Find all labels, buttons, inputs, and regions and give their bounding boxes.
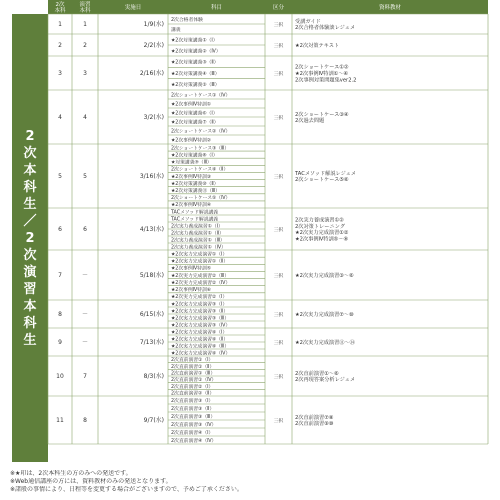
honka-number: 5	[58, 173, 62, 180]
enshu-number: 7	[83, 373, 87, 380]
honka-number: 7	[58, 272, 62, 279]
subject-item: 2次直前演習④（Ⅰ）	[171, 430, 214, 436]
table-row	[58, 58, 356, 88]
side-label-char: 科	[23, 180, 37, 195]
material-item: 2次直前演習⑨⑩	[295, 421, 334, 428]
subject-item: ★2次実力完成演習③（Ⅳ）	[171, 323, 231, 329]
header-cell-0: 2次	[55, 2, 65, 8]
enshu-number: 6	[83, 226, 87, 233]
subject-item: ★2次対策講義②（Ⅳ）	[171, 49, 221, 55]
side-label-char: 科	[23, 316, 37, 331]
material-item: ★2次実力完成演習⑦～⑩	[295, 312, 354, 318]
footnote-1: ※★印は、2次本科生の方のみへの発送です。	[10, 470, 132, 477]
honka-number: 11	[56, 417, 64, 424]
honka-number: 3	[58, 70, 62, 77]
table-row	[58, 208, 349, 250]
session-date: 2/2(水)	[143, 42, 164, 49]
material-item: 2次直前演習①～⑥	[295, 370, 339, 377]
subject-item: 2次実力養成演習①（Ⅱ）	[171, 231, 224, 237]
session-date: 9/7(水)	[143, 417, 164, 424]
subject-item: 2次直前演習②（Ⅰ）	[171, 384, 214, 390]
subject-item: ★2次対策講義⑦（Ⅱ）	[171, 120, 219, 126]
subject-item: ★2次対策講義⑥（Ⅰ）	[171, 111, 218, 117]
subject-item: 2次直前演習③（Ⅲ）	[171, 414, 216, 420]
subject-item: ★2次実力完成演習③（Ⅰ）	[171, 302, 228, 308]
subject-item: 講義	[171, 27, 181, 33]
subject-item: 2次ショートケース⑤（Ⅳ）	[171, 196, 231, 202]
subject-item: ★2次実力完成演習①（Ⅰ）	[171, 252, 228, 258]
material-item: 受講ガイド	[295, 18, 321, 25]
side-label-char: 本	[23, 299, 37, 314]
header-cell-2: 実施日	[124, 5, 142, 11]
subject-item: 2次合格者体験	[171, 17, 203, 23]
class-label: 三択	[273, 313, 284, 318]
session-date: 7/13(水)	[139, 339, 164, 346]
subject-item: ★2次対策講義⑤（Ⅲ）	[171, 83, 220, 89]
enshu-number: 4	[83, 114, 87, 121]
class-label: 三択	[273, 274, 284, 279]
table-header	[48, 0, 488, 14]
material-item: ★2次事例Ⅳ特訓①～④	[295, 71, 349, 77]
subject-item: 2次直前演習③（Ⅱ）	[171, 406, 215, 412]
session-date: 1/9(水)	[143, 21, 164, 28]
class-label: 三択	[273, 23, 284, 28]
header-cell-5: 資料教材	[378, 5, 402, 11]
side-label-char: 次	[23, 248, 37, 263]
material-item: 2次実力養成演習①②	[295, 217, 344, 224]
side-label-char: 生	[23, 333, 37, 348]
session-date: 5/18(水)	[139, 272, 164, 279]
subject-item: 2次実力養成演習①（Ⅲ）	[171, 238, 225, 244]
class-label: 三択	[273, 341, 284, 346]
footnote-2: ※Web通信講座の方には、資料教材のみの発送となります。	[10, 478, 172, 485]
enshu-number: 8	[83, 417, 87, 424]
enshu-number: 1	[83, 21, 87, 28]
footnotes	[10, 470, 490, 494]
side-label-char: 次	[23, 146, 37, 161]
subject-item: 2次実力養成演習①（Ⅰ）	[171, 224, 223, 230]
subject-item: ★2次実力完成演習③（Ⅲ）	[171, 316, 230, 322]
side-label-char: 生	[23, 197, 37, 212]
table-row	[56, 356, 355, 396]
subject-item: 2次実力養成演習①（Ⅳ）	[171, 245, 226, 251]
material-item: ★2次実力完成演習①②	[295, 230, 349, 237]
side-label-char: 2	[25, 231, 35, 246]
side-label-char: 演	[23, 265, 37, 280]
table-row	[58, 328, 355, 356]
header-cell-1: 本科	[79, 8, 91, 14]
honka-number: 1	[58, 21, 62, 28]
table-row	[58, 144, 356, 208]
table-row	[58, 300, 354, 328]
subject-item: ★2次対策講義⑩（Ⅱ）	[171, 181, 219, 187]
subject-item: ★2次事例Ⅳ特訓①	[171, 102, 212, 108]
material-item: ★2次実力完成演習③～⑥	[295, 273, 354, 279]
subject-item: ★2次実力完成演習②（Ⅳ）	[171, 280, 231, 286]
session-date: 8/3(水)	[143, 373, 164, 380]
honka-number: 6	[58, 226, 62, 233]
enshu-number: －	[81, 272, 89, 279]
subject-item: TACメソッド解説講義	[171, 217, 219, 223]
class-label: 三択	[273, 44, 284, 49]
subject-item: ★2次対策講義①（Ⅰ）	[171, 38, 218, 44]
enshu-number: 2	[83, 42, 87, 49]
subject-item: 2次直前演習①（Ⅱ）	[171, 364, 215, 370]
material-item: 2次過去問題	[295, 118, 325, 125]
header-cell-3: 科目	[210, 5, 223, 11]
enshu-number: －	[81, 339, 89, 346]
material-item: 2次ショートケース①②	[295, 64, 349, 71]
header-cell-1: 演習	[79, 2, 91, 8]
honka-number: 10	[56, 373, 64, 380]
enshu-number: 5	[83, 173, 87, 180]
subject-item: 2次直前演習④（Ⅳ）	[171, 438, 217, 444]
class-label: 三択	[273, 419, 284, 424]
honka-number: 2	[58, 42, 62, 49]
subject-item: ★2次実力完成演習④（Ⅳ）	[171, 351, 231, 357]
subject-item: 2次直前演習①（Ⅲ）	[171, 371, 216, 377]
material-item: ★2次対策テキスト	[295, 43, 340, 49]
material-item: 2次ショートケース⑤⑥	[295, 177, 349, 184]
subject-item: 2次ショートケース①（Ⅳ）	[171, 93, 231, 99]
subject-item: ★2次実力完成演習②（Ⅲ）	[171, 273, 230, 279]
subject-item: TACメソッド解説講義	[171, 210, 219, 216]
class-label: 三択	[273, 72, 284, 77]
session-date: 2/16(水)	[139, 70, 164, 77]
material-item: ★2次実力完成演習⑪～⑭	[295, 340, 355, 346]
subject-item: 2次直前演習①（Ⅳ）	[171, 378, 217, 384]
enshu-number: －	[81, 311, 89, 318]
material-item: 2次ショートケース③④	[295, 111, 349, 118]
honka-number: 9	[58, 339, 62, 346]
subject-item: ★2次事例Ⅳ特訓⑤	[171, 266, 212, 272]
subject-item: ★2次対策講義④（Ⅲ）	[171, 71, 220, 77]
class-label: 三択	[273, 228, 284, 233]
material-item: ★2次事例Ⅳ特訓⑤～⑧	[295, 236, 349, 243]
subject-item: ★2次対策講義③（Ⅱ）	[171, 60, 219, 66]
class-label: 三択	[273, 116, 284, 121]
subject-item: ★2次実力完成演習④（Ⅰ）	[171, 330, 228, 336]
subject-item: ★2次実力完成演習④（Ⅲ）	[171, 344, 230, 350]
subject-item: ★2次事例Ⅳ特訓⑥	[171, 288, 212, 294]
side-label-char: 2	[25, 129, 35, 144]
class-label: 三択	[273, 375, 284, 380]
subject-item: ★2次実力完成演習①（Ⅱ）	[171, 259, 229, 265]
honka-number: 4	[58, 114, 62, 121]
subject-item: 2次ショートケース④（Ⅱ）	[171, 167, 229, 173]
subject-item: ★2次事例Ⅳ特訓②	[171, 138, 212, 144]
subject-item: 2次ショートケース②（Ⅳ）	[171, 129, 231, 135]
material-item: TACメソッド解説レジュメ	[295, 170, 357, 177]
session-date: 3/16(水)	[139, 173, 164, 180]
material-item: 2次合格者体験談レジュメ	[295, 25, 356, 32]
subject-item: ★2次対策講義⑪（Ⅲ）	[171, 189, 221, 195]
header-cell-0: 本科	[54, 8, 66, 14]
material-item: 2次再現答案分析レジュメ	[295, 377, 356, 384]
subject-item: ★2次実力完成演習③（Ⅱ）	[171, 309, 229, 315]
subject-item: ★2次実力完成演習④（Ⅱ）	[171, 337, 229, 343]
honka-number: 8	[58, 311, 62, 318]
subject-item: 2次直前演習③（Ⅰ）	[171, 398, 214, 404]
table-row	[58, 250, 354, 300]
subject-item: 2次ショートケース③（Ⅲ）	[171, 146, 230, 152]
subject-item: 2次直前演習③（Ⅳ）	[171, 422, 217, 428]
material-item: 2次直前演習⑦⑧	[295, 414, 334, 421]
subject-item: ★2次実力完成演習②（Ⅰ）	[171, 295, 228, 301]
subject-item: 2次直前演習①（Ⅰ）	[171, 358, 214, 364]
material-item: 2次事例対策問題集ver2.2	[295, 77, 357, 84]
subject-item: ★2次対策講義⑧（Ⅰ）	[171, 153, 218, 159]
header-cell-4: 区分	[272, 5, 285, 11]
subject-item: 2次直前演習②（Ⅱ）	[171, 391, 215, 397]
enshu-number: 3	[83, 70, 87, 77]
material-item: 2次対策トレーニング	[295, 223, 345, 230]
subject-item: ★2次事例Ⅳ特訓④	[171, 203, 212, 209]
side-label-char: ／	[23, 214, 37, 229]
session-date: 4/13(水)	[139, 226, 164, 233]
class-label: 三択	[273, 175, 284, 180]
side-label-char: 習	[23, 282, 37, 297]
subject-item: ★2次事例Ⅳ特訓③	[171, 174, 212, 180]
session-date: 6/15(水)	[139, 311, 164, 318]
session-date: 3/2(水)	[143, 114, 164, 121]
subject-item: ★対策講義⑨（Ⅲ）	[171, 160, 212, 166]
side-label-char: 本	[23, 163, 37, 178]
footnote-3: ※諸般の事情により、日程等を変更する場合がございますので、予めご了承ください。	[10, 486, 243, 493]
